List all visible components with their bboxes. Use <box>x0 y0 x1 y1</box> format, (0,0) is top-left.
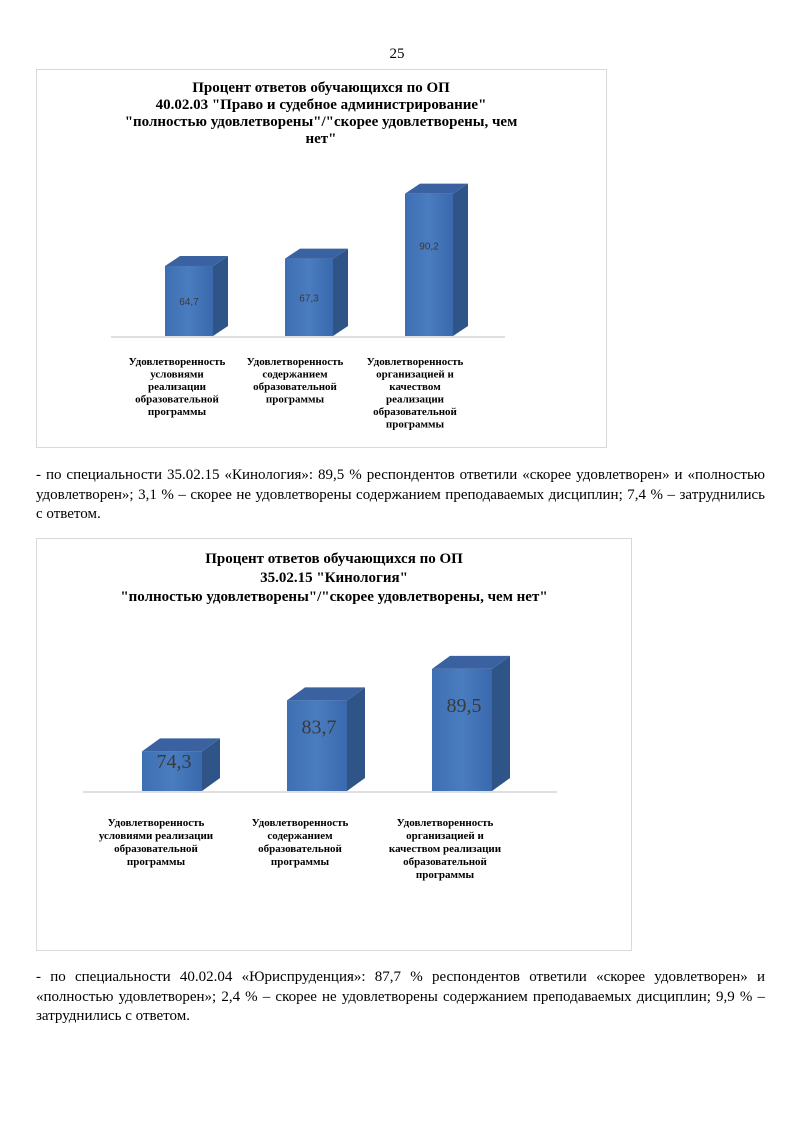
category-label-line: реализации <box>147 381 207 393</box>
category-label-line: программы <box>147 406 207 418</box>
category-label-line: содержанием <box>262 368 328 381</box>
bar <box>285 249 348 336</box>
bar-front-face <box>432 669 492 791</box>
bar-side-face <box>347 687 365 791</box>
category-label-line: образовательной <box>403 856 487 868</box>
bar-front-face <box>287 700 347 791</box>
category-label-line: Удовлетворенность <box>128 356 226 368</box>
category-label-line: Удовлетворенность <box>396 817 494 829</box>
chart-canvas <box>37 70 606 447</box>
bar-value-label: 89,5 <box>446 694 482 717</box>
category-label-line: содержанием <box>267 830 333 842</box>
page-number: 25 <box>389 46 405 62</box>
category-label-line: программы <box>385 418 445 431</box>
category-label-line: организацией и <box>406 830 484 842</box>
category-label-line: Удовлетворенность <box>107 817 205 829</box>
bar-side-face <box>453 184 468 336</box>
chart-title-line: Процент ответов обучающихся по ОП <box>205 551 463 567</box>
chart-title-line: 35.02.15 "Кинология" <box>260 570 408 586</box>
category-label-line: реализации <box>385 393 445 406</box>
chart-kinology-satisfaction <box>36 538 632 951</box>
chart-title-line: "полностью удовлетворены"/"скорее удовлетворены, чем нет" <box>120 589 548 605</box>
bar-value-label: 90,2 <box>419 241 439 253</box>
bar <box>165 256 228 336</box>
category-label-line: программы <box>265 393 325 406</box>
bar-side-face <box>492 656 510 791</box>
category-label-line: образовательной <box>253 381 337 393</box>
category-label-line: организацией и <box>376 368 454 381</box>
category-label-line: Удовлетворенность <box>366 356 464 368</box>
category-label-line: образовательной <box>114 843 198 855</box>
paragraph-jurisprudence: - по специальности 40.02.04 «Юриспруденция»: 87,7 % респондентов ответили «скорее удовлетворен» и «полностью удовлетворен»; 2,4 % – скорее не удовлетворены содержанием преподаваемых дисциплин; 9,9 % – затруднились с ответом. <box>36 969 765 1024</box>
bar-side-face <box>213 256 228 336</box>
category-label-line: программы <box>126 856 186 868</box>
category-label-line: образовательной <box>258 843 342 855</box>
chart-canvas <box>37 539 631 950</box>
category-label-line: качеством реализации <box>388 843 502 855</box>
chart-title-line: нет" <box>305 131 337 147</box>
chart-title-line: Процент ответов обучающихся по ОП <box>192 80 450 96</box>
category-label-line: качеством <box>389 381 441 393</box>
bar-value-label: 83,7 <box>301 716 337 739</box>
category-label-line: образовательной <box>373 406 457 418</box>
chart-pravo-satisfaction <box>36 69 607 448</box>
category-label-line: условиями реализации <box>98 830 214 842</box>
bar-value-label: 67,3 <box>299 293 319 305</box>
bar-side-face <box>333 249 348 336</box>
bar-value-label: 74,3 <box>156 751 192 774</box>
category-label-line: Удовлетворенность <box>251 817 349 829</box>
chart-title-line: "полностью удовлетворены"/"скорее удовлетворены, чем <box>124 114 518 130</box>
bar-value-label: 64,7 <box>179 296 199 308</box>
category-label-line: Удовлетворенность <box>246 356 344 368</box>
bar <box>405 184 468 336</box>
bar-front-face <box>405 194 453 336</box>
chart-title-line: 40.02.03 "Право и судебное администрирование" <box>155 97 487 113</box>
category-label-line: образовательной <box>135 393 219 406</box>
paragraph-kinology: - по специальности 35.02.15 «Кинология»: 89,5 % респондентов ответили «скорее удовлетворен» и «полностью удовлетворен»; 3,1 % – скорее не удовлетворены содержанием преподаваемых дисциплин; 7,4 % – затруднились с ответом. <box>36 467 765 522</box>
category-label-line: программы <box>415 869 475 881</box>
bar <box>287 687 365 791</box>
category-label-line: программы <box>270 856 330 868</box>
category-label-line: условиями <box>150 368 204 381</box>
bar <box>432 656 510 791</box>
